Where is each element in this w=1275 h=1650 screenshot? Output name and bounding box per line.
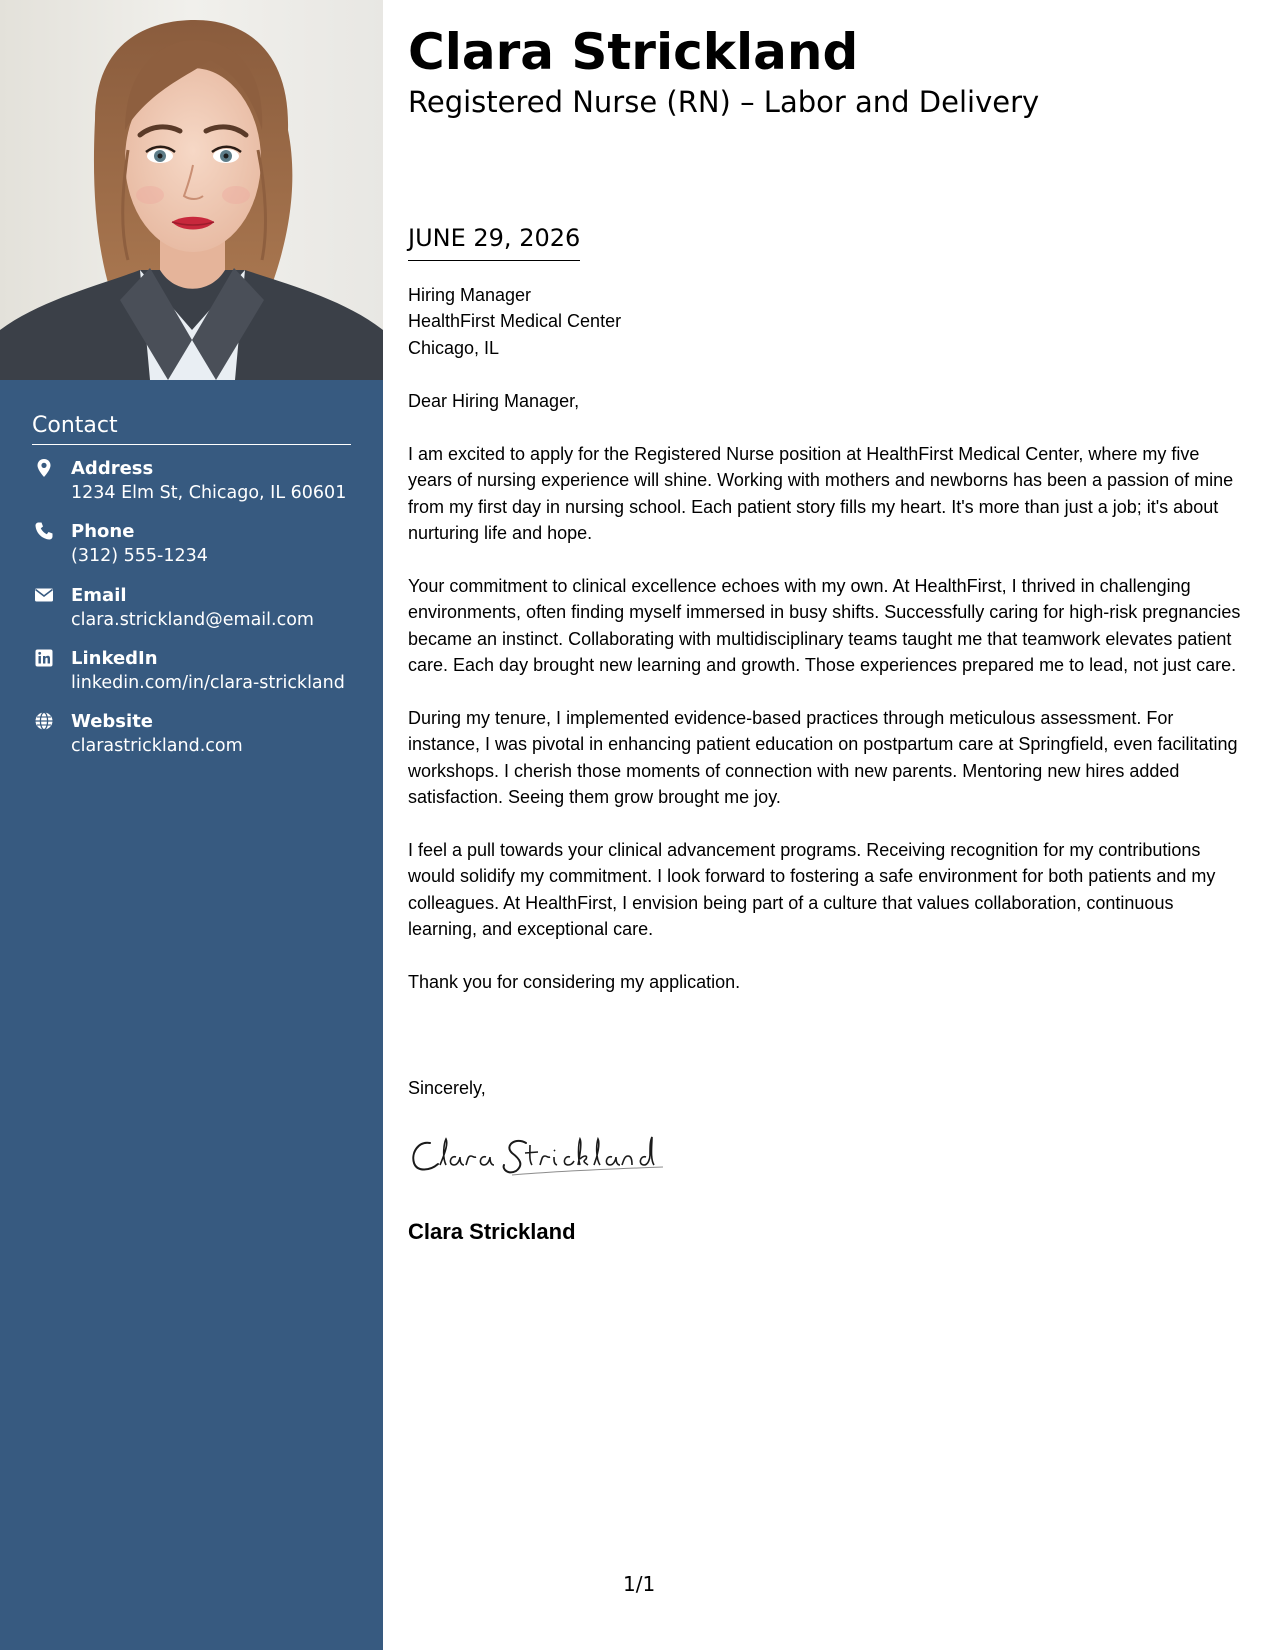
signer-name: Clara Strickland (408, 1219, 576, 1244)
envelope-icon (34, 585, 54, 605)
website-label: Website (71, 711, 154, 733)
handwritten-signature (408, 1131, 678, 1179)
paragraph: I am excited to apply for the Registered Nurse position at HealthFirst Medical Center, where my five years of nursing experience will shine. Working with mothers and newborns has been a passion of mine from my first day in nursing school. Each patient story fills my heart. It's more than just a job; it's about nurturing life and hope. (408, 444, 1234, 544)
paragraph: During my tenure, I implemented evidence-based practices through meticulous assessment. For instance, I was pivotal in enhancing patient education on postpartum care at Springfield, even facilitating workshops. I cherish those moments of connection with new parents. Mentoring new hires added satisfaction. Seeing them grow brought me joy. (408, 708, 1238, 808)
globe-icon (34, 711, 54, 731)
letter-date: JUNE 29, 2026 (408, 222, 580, 261)
phone-icon (34, 521, 54, 541)
contact-item-address (32, 457, 351, 520)
email-link[interactable]: clara.strickland@email.com (71, 609, 314, 630)
profile-photo (0, 0, 383, 380)
closing: Sincerely, (408, 1078, 486, 1098)
contact-item-website (32, 710, 351, 773)
contact-item-email (32, 584, 351, 647)
job-title: Registered Nurse (RN) – Labor and Delivery (408, 85, 1040, 119)
phone-label: Phone (71, 521, 135, 543)
recipient-company: HealthFirst Medical Center (408, 311, 622, 332)
email-label: Email (71, 584, 127, 606)
applicant-name: Clara Strickland (408, 23, 859, 81)
paragraph: Your commitment to clinical excellence echoes with my own. At HealthFirst, I thrived in challenging environments, often finding myself immersed in busy shifts. Successfully caring for high-risk pregnancies became an instinct. Collaborating with multidisciplinary teams taught me that teamwork elevates patient care. Each day brought new learning and growth. Those experiences prepared me to lead, not just care. (408, 576, 1241, 676)
salutation: Dear Hiring Manager, (408, 391, 580, 411)
contact-heading: Contact (32, 412, 351, 445)
paragraph: Thank you for considering my application. (408, 972, 741, 993)
paragraph: I feel a pull towards your clinical advancement programs. Receiving recognition for my contributions would solidify my commitment. I look forward to fostering a safe environment for both patients and my colleagues. At HealthFirst, I envision being part of a culture that values collaboration, continuous learning, and exceptional care. (408, 840, 1216, 940)
location-pin-icon (34, 458, 54, 478)
portrait-illustration (0, 0, 383, 380)
website-link[interactable]: clarastrickland.com (71, 736, 243, 757)
recipient-name: Hiring Manager (408, 285, 532, 305)
page-number: 1/1 (623, 1572, 656, 1596)
linkedin-icon (34, 648, 54, 668)
linkedin-label: LinkedIn (71, 647, 158, 669)
contact-item-linkedin (32, 647, 351, 710)
sidebar (0, 0, 383, 1650)
recipient-location: Chicago, IL (408, 337, 500, 358)
address-value: 1234 Elm St, Chicago, IL 60601 (71, 483, 347, 503)
recipient-block (408, 282, 1243, 361)
contact-section (32, 412, 351, 773)
letter-paragraphs (408, 441, 1243, 1022)
contact-item-phone (32, 520, 351, 583)
linkedin-link[interactable]: linkedin.com/in/clara-strickland (71, 672, 345, 693)
phone-value[interactable]: (312) 555-1234 (71, 546, 208, 567)
address-label: Address (71, 458, 154, 479)
